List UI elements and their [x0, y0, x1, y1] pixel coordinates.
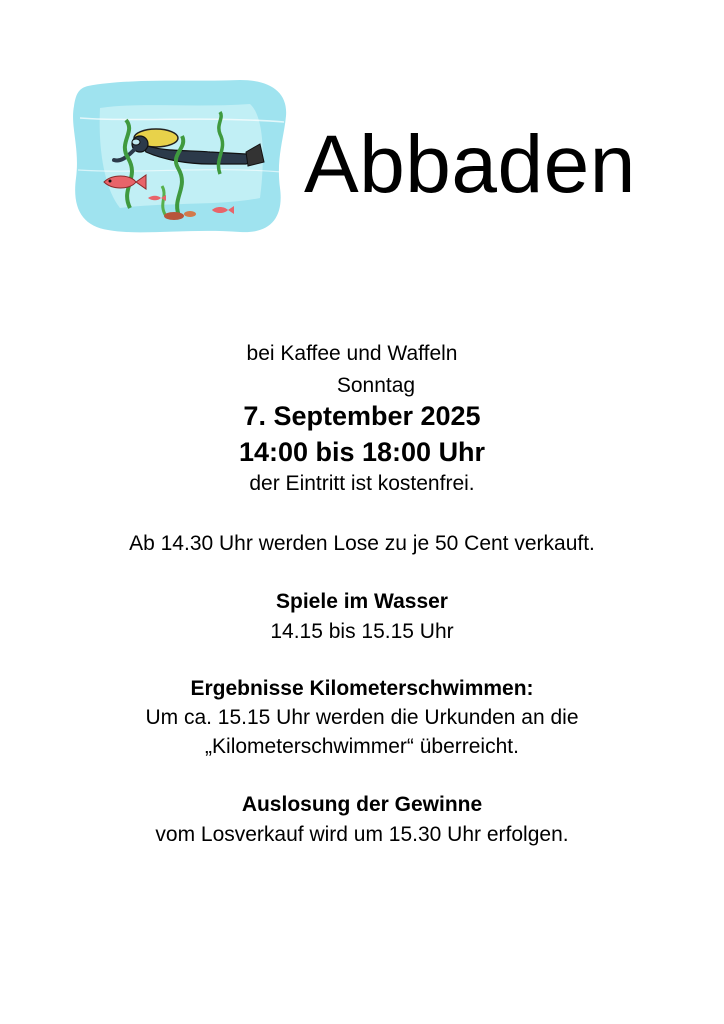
intro-line-kaffee: bei Kaffee und Waffeln: [246, 342, 458, 365]
results-line-2: „Kilometerschwimmer“ überreicht.: [205, 735, 519, 758]
games-heading: Spiele im Wasser: [276, 590, 448, 613]
draw-text: vom Losverkauf wird um 15.30 Uhr erfolgen.: [155, 823, 569, 846]
event-date: 7. September 2025: [243, 401, 481, 431]
diver-underwater-icon: [70, 78, 292, 238]
results-line-1: Um ca. 15.15 Uhr werden die Urkunden an die: [145, 706, 579, 729]
event-time: 14:00 bis 18:00 Uhr: [238, 437, 486, 467]
lottery-text: Ab 14.30 Uhr werden Lose zu je 50 Cent verkauft.: [129, 532, 595, 555]
results-heading: Ergebnisse Kilometerschwimmen:: [190, 677, 534, 700]
draw-heading: Auslosung der Gewinne: [241, 793, 483, 816]
intro-line-sonntag: Sonntag: [336, 374, 416, 397]
entry-note: der Eintritt ist kostenfrei.: [249, 472, 475, 495]
games-time: 14.15 bis 15.15 Uhr: [270, 620, 454, 643]
page-title: Abbaden: [304, 119, 636, 210]
